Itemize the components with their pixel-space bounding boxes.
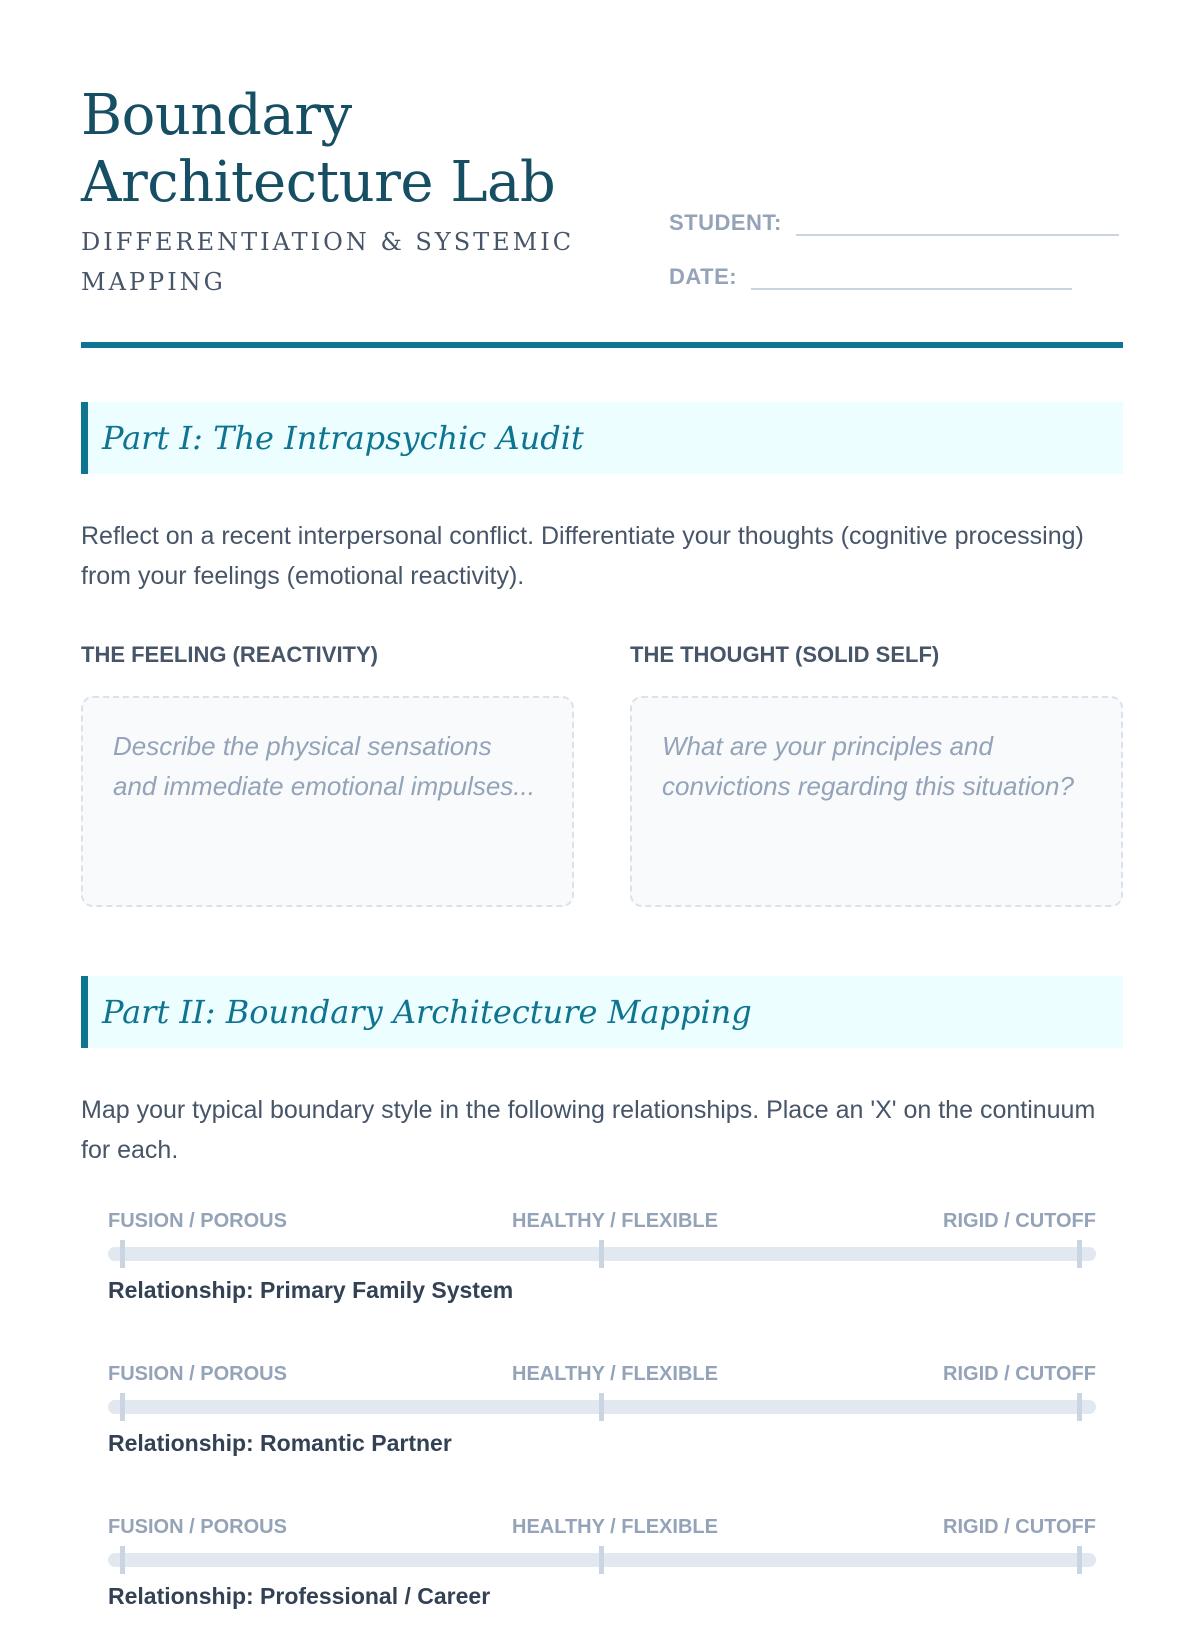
- title-line-2: Architecture Lab: [81, 150, 556, 215]
- scale-label-healthy: HEALTHY / FLEXIBLE: [512, 1210, 718, 1232]
- continuum-romantic-partner: [108, 1363, 1096, 1483]
- tick-fusion: [120, 1240, 125, 1268]
- tick-healthy: [599, 1393, 604, 1421]
- part2-instructions: Map your typical boundary style in the following relationships. Place an 'X' on the continuum for each.: [81, 1096, 1096, 1164]
- tick-rigid: [1077, 1240, 1082, 1268]
- scale-label-healthy: HEALTHY / FLEXIBLE: [512, 1516, 718, 1538]
- part2-header: [81, 976, 1123, 1048]
- part1-instructions: Reflect on a recent interpersonal conflict. Differentiate your thoughts (cognitive processing) from your feelings (emotional reactivity).: [81, 522, 1084, 590]
- feeling-response-box[interactable]: Describe the physical sensations and immediate emotional impulses...: [81, 696, 574, 907]
- tick-fusion: [120, 1546, 125, 1574]
- scale-label-fusion: FUSION / POROUS: [108, 1516, 287, 1538]
- student-field: [669, 210, 1119, 236]
- page-title: [81, 82, 555, 216]
- feeling-label: THE FEELING (REACTIVITY): [81, 642, 378, 667]
- scale-label-rigid: RIGID / CUTOFF: [943, 1363, 1096, 1385]
- continuum-primary-family: [108, 1210, 1096, 1330]
- tick-healthy: [599, 1240, 604, 1268]
- tick-fusion: [120, 1393, 125, 1421]
- title-line-1: Boundary: [81, 83, 352, 148]
- scale-label-rigid: RIGID / CUTOFF: [943, 1210, 1096, 1232]
- relationship-label: Relationship: Romantic Partner: [108, 1430, 452, 1456]
- part2-heading: Part II: Boundary Architecture Mapping: [102, 993, 752, 1031]
- scale-label-fusion: FUSION / POROUS: [108, 1363, 287, 1385]
- part1-heading: Part I: The Intrapsychic Audit: [102, 419, 584, 457]
- relationship-label: Relationship: Primary Family System: [108, 1277, 514, 1303]
- student-input-line[interactable]: [796, 212, 1119, 236]
- tick-rigid: [1077, 1546, 1082, 1574]
- student-label: STUDENT:: [669, 210, 782, 235]
- thought-label: THE THOUGHT (SOLID SELF): [630, 642, 940, 667]
- scale-labels: [108, 1210, 1096, 1233]
- scale-labels: [108, 1363, 1096, 1386]
- scale-label-rigid: RIGID / CUTOFF: [943, 1516, 1096, 1538]
- relationship-label: Relationship: Professional / Career: [108, 1583, 491, 1609]
- date-label: DATE:: [669, 264, 738, 289]
- date-input-line[interactable]: [751, 266, 1072, 290]
- continuum-professional-career: [108, 1516, 1096, 1636]
- thought-response-box[interactable]: What are your principles and convictions regarding this situation?: [630, 696, 1123, 907]
- scale-labels: [108, 1516, 1096, 1539]
- tick-healthy: [599, 1546, 604, 1574]
- scale-label-fusion: FUSION / POROUS: [108, 1210, 287, 1232]
- header-divider: [81, 342, 1123, 348]
- scale-label-healthy: HEALTHY / FLEXIBLE: [512, 1363, 718, 1385]
- part1-header: [81, 402, 1123, 474]
- page-subtitle: DIFFERENTIATION & SYSTEMIC MAPPING: [81, 228, 575, 296]
- tick-rigid: [1077, 1393, 1082, 1421]
- date-field: [669, 264, 1072, 290]
